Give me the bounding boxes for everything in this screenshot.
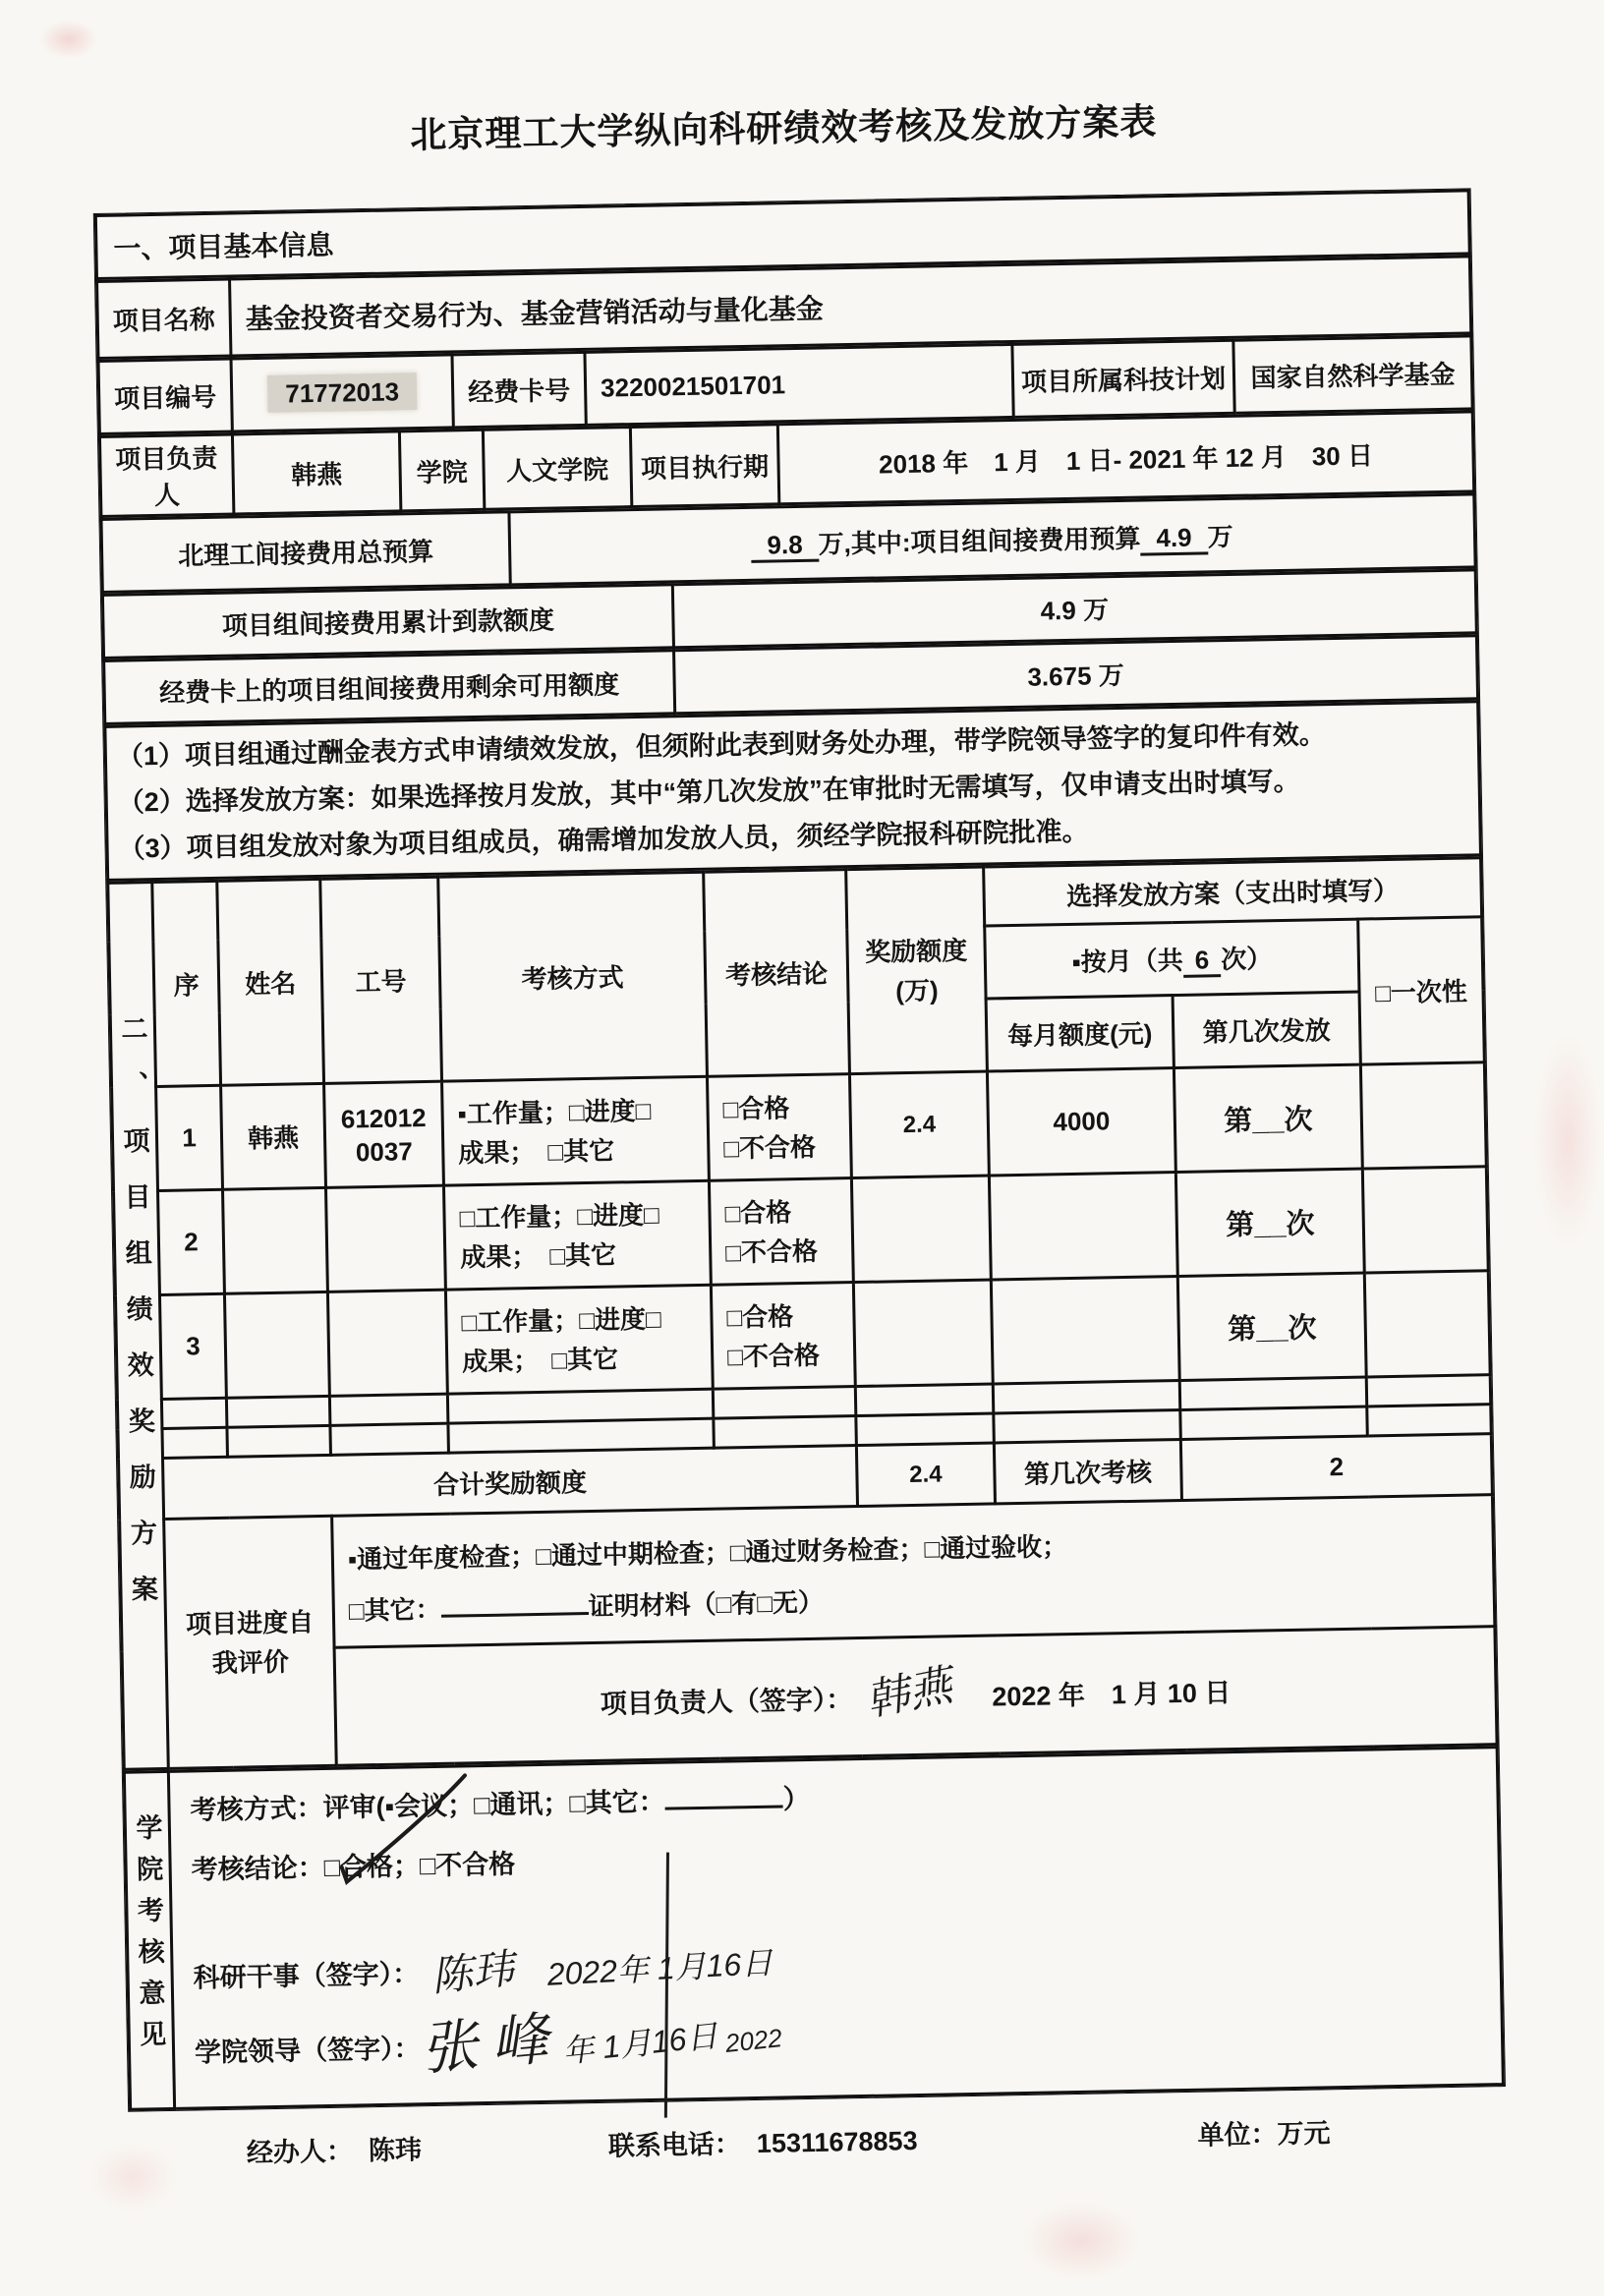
period-value: 2018 年 1 月 1 日- 2021 年 12 月 30 日 [777,412,1473,504]
award-side-label: 二、项目组绩效奖励方案 [117,1013,158,1632]
fund-card-label: 经费卡号 [452,352,586,427]
row1-once [1360,1062,1486,1169]
review-conclusion-line: 考核结论：□合格；□不合格 [191,1849,516,1885]
once-option: □一次性 [1358,917,1485,1064]
project-no-label: 项目编号 [98,359,232,433]
self-eval-line1: ▪通过年度检查；□通过中期检查；□通过财务检查；□通过验收； [347,1530,1068,1575]
row3-conclusion: □合格 □不合格 [711,1283,855,1390]
monthly-post: 次） [1220,944,1273,975]
row2-conclusion: □合格 □不合格 [709,1178,853,1286]
project-no-highlight: 71772013 [267,373,417,413]
award-table [106,856,1498,1771]
pi-sign-cell [334,1627,1497,1766]
empty-cell [714,1416,857,1449]
self-eval-row-1 [120,1495,1495,1652]
pi-name: 韩燕 [232,431,400,514]
empty-cell [447,1389,714,1423]
self-eval-other-post: 证明材料（□有□无） [588,1586,825,1622]
row1-which: 第__次 [1174,1064,1362,1172]
row2-seq: 2 [158,1189,225,1294]
note-1: （1）项目组通过酬金表方式申请绩效发放，但须附此表到财务处办理，带学院领导签字的复印件有效。 [116,719,1326,772]
row2-name [223,1187,328,1293]
self-eval-label: 项目进度自 我评价 [164,1516,337,1768]
budget-label: 北理工间接费用总预算 [101,512,510,593]
empty-cell [227,1425,331,1457]
row3-method: □工作量；□进度□ 成果； □其它 [445,1285,713,1394]
row3-which: 第__次 [1177,1273,1366,1380]
leader-sign-date: 年 1月16日 [560,2018,719,2070]
self-eval-other-blank [440,1585,589,1618]
self-eval-other-pre: □其它： [348,1593,441,1626]
budget-group: 4.9 [1140,522,1208,555]
plan-header: 选择发放方案（支出时填写） [984,858,1482,926]
budget-unit: 万 [1207,521,1233,552]
row3-name [224,1292,329,1398]
col-header-amount: 奖励额度 (万) [846,867,988,1074]
notes-cell [105,702,1481,881]
remain-value: 3.675 万 [674,636,1478,714]
empty-cell [1366,1375,1491,1406]
row2-which: 第__次 [1175,1169,1364,1276]
remain-label: 经费卡上的项目组间接费用剩余可用额度 [104,651,675,724]
row2-method: □工作量；□进度□ 成果； □其它 [443,1180,711,1290]
notes-row [103,700,1482,882]
col-header-empno: 工号 [320,877,442,1083]
row2-once [1362,1167,1488,1273]
empty-cell [1367,1405,1492,1436]
row1-name: 韩燕 [221,1083,326,1189]
empty-cell [161,1398,227,1428]
col-header-seq: 序 [152,881,221,1086]
empty-cell [856,1413,995,1446]
row1-conclusion: □合格 □不合格 [707,1074,851,1181]
pi-sign-label: 项目负责人（签字）： [600,1685,853,1719]
self-eval-checklist [332,1495,1495,1648]
self-eval-line2 [348,1569,1485,1627]
review-count-value: 2 [1180,1434,1492,1501]
phone-label: 联系电话： [607,2129,742,2162]
college-value: 人文学院 [483,428,631,510]
college-label: 学院 [399,430,484,511]
college-side-label: 学院考核意见 [132,1812,166,2062]
col-header-method: 考核方式 [438,872,708,1081]
unit-label: 单位：万元 [1197,2118,1331,2152]
main-form [93,188,1506,2112]
fund-card-value: 3220021501701 [585,344,1013,425]
row3-amount [853,1280,993,1387]
monthly-pre: ▪按月（共 [1071,945,1184,977]
arrived-value: 4.9 万 [672,570,1476,648]
row3-monthly [991,1277,1179,1384]
section1-header: 一、项目基本信息 [95,191,1469,279]
row2-monthly [989,1173,1177,1280]
college-side-label-cell [124,1771,174,2109]
review-method-blank [664,1777,783,1810]
row3-once [1364,1271,1490,1377]
empty-cell [448,1418,715,1453]
program-value: 国家自然科学基金 [1233,336,1472,413]
empty-cell [855,1384,994,1416]
handler-name: 陈玮 [368,2135,423,2166]
college-review-content [168,1748,1503,2109]
total-label: 合计奖励额度 [163,1446,858,1520]
footer-line [129,2108,1505,2172]
monthly-plan-header [985,919,1359,999]
note-3: （3）项目组发放对象为项目组成员，确需增加发放人员，须经学院报科研院批准。 [118,816,1089,864]
review-count-label: 第几次考核 [994,1439,1181,1503]
phone-number: 15311678853 [756,2126,918,2159]
scan-artifact [1022,2202,1140,2280]
empty-cell [1179,1377,1367,1409]
clerk-sign-label: 科研干事（签字）： [193,1959,420,1993]
project-name-value: 基金投资者交易行为、基金营销活动与量化基金 [230,257,1471,356]
empty-cell [162,1427,228,1458]
leader-signature-handwriting: 张峰 [417,2006,565,2083]
budget-mid-text: 万,其中:项目组间接费用预算 [818,523,1141,559]
empty-cell [329,1394,448,1425]
empty-cell [226,1396,330,1427]
monthly-amount-header: 每月额度(元) [986,996,1174,1071]
leader-year-handwriting: 2022 [723,2023,784,2059]
pi-sign-date: 2022 年 1 月 10 日 [992,1678,1232,1712]
row1-monthly: 4000 [987,1068,1175,1176]
review-method-post: ） [782,1784,810,1814]
row2-empno [325,1185,445,1292]
row3-seq: 3 [159,1293,226,1399]
program-label: 项目所属科技计划 [1012,340,1234,417]
clerk-sign-date: 2022年 1月16日 [545,1945,773,1993]
handler-label: 经办人： [246,2136,354,2168]
total-amount: 2.4 [856,1443,995,1507]
row1-amount: 2.4 [849,1071,989,1178]
period-label: 项目执行期 [630,425,778,507]
which-time-header: 第几次发放 [1173,992,1360,1067]
approval-checkmark [310,1769,499,1910]
empty-cell [330,1423,449,1455]
empty-cell [994,1409,1181,1442]
col-header-conclusion: 考核结论 [704,870,850,1077]
note-2: （2）选择发放方案：如果选择按月发放，其中“第几次发放”在审批时无需填写，仅申请支出时填写。 [117,766,1300,818]
pi-label: 项目负责人 [99,434,233,516]
college-review-table [123,1746,1505,2111]
monthly-times: 6 [1182,945,1221,978]
project-name-label: 项目名称 [97,279,231,358]
empty-cell [1180,1406,1368,1439]
row1-empno: 6120120037 [324,1081,444,1187]
row1-seq: 1 [156,1085,223,1190]
empty-cell [993,1381,1180,1413]
row3-empno [327,1290,447,1396]
review-method-pre: 考核方式：评审(▪会议；□通讯；□其它： [190,1787,665,1825]
pi-signature-handwriting: 韩燕 [861,1660,956,1725]
leader-sign-label: 学院领导（签字）： [194,2034,421,2068]
document-title: 北京理工大学纵向科研绩效考核及发放方案表 [410,101,1158,156]
project-no-value [231,355,453,431]
col-header-name: 姓名 [217,879,324,1085]
row1-method: ▪工作量；□进度□ 成果； □其它 [442,1076,710,1185]
empty-cell [713,1387,856,1419]
arrived-label: 项目组间接费用累计到款额度 [102,585,673,659]
row2-amount [851,1176,991,1283]
clerk-signature-handwriting: 陈玮 [429,1945,516,2000]
budget-total: 9.8 [751,530,819,563]
